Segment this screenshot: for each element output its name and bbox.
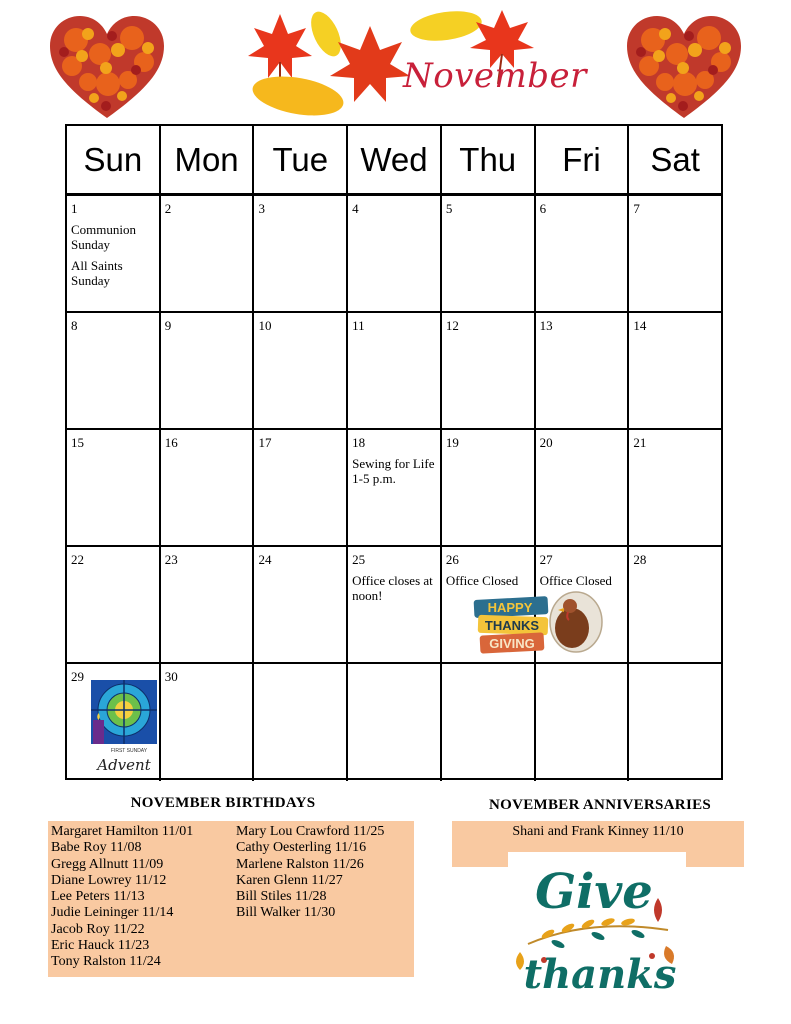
day-number: 8	[71, 318, 78, 333]
day-number: 27	[539, 552, 553, 567]
day-number: 20	[539, 435, 553, 450]
day-number: 25	[352, 552, 366, 567]
day-cell	[348, 430, 442, 545]
day-cell	[629, 664, 721, 781]
weekday-mon: Mon	[161, 126, 255, 193]
week-row	[67, 430, 721, 547]
day-number: 30	[164, 669, 178, 684]
day-cell	[536, 313, 630, 428]
day-cell	[67, 196, 161, 311]
day-number: 12	[445, 318, 459, 333]
day-cell	[254, 196, 348, 311]
week-row	[67, 547, 721, 664]
thanks-text: thanks	[523, 951, 677, 998]
birthday-entry: Eric Hauck 11/23	[51, 938, 150, 954]
day-number: 3	[258, 201, 265, 216]
day-number: 22	[71, 552, 84, 567]
day-number: 26	[445, 552, 459, 567]
give-text: Give	[535, 864, 653, 920]
day-cell	[536, 196, 630, 311]
day-number: 4	[352, 201, 359, 216]
day-event: Office Closed	[445, 573, 519, 588]
turkey-text-giving: GIVING	[489, 636, 535, 651]
day-number: 18	[352, 435, 366, 450]
birthdays-title: NOVEMBER BIRTHDAYS	[130, 795, 316, 811]
birthday-entry: Lee Peters 11/13	[51, 889, 145, 905]
day-cell	[161, 313, 255, 428]
day-cell	[254, 313, 348, 428]
day-event: Communion Sunday	[71, 222, 137, 252]
day-cell	[254, 430, 348, 545]
weekday-wed: Wed	[348, 126, 442, 193]
birthday-entry: Tony Ralston 11/24	[51, 954, 161, 970]
month-title: November	[403, 56, 587, 96]
weekday-fri: Fri	[536, 126, 630, 193]
day-cell	[254, 664, 348, 781]
birthday-entry: Bill Stiles 11/28	[236, 889, 327, 905]
day-number: 7	[633, 201, 640, 216]
day-number: 23	[164, 552, 178, 567]
birthday-entry: Judie Leininger 11/14	[51, 905, 174, 921]
birthday-entry: Mary Lou Crawford 11/25	[236, 824, 385, 839]
day-cell	[161, 547, 255, 662]
birthday-entry: Jacob Roy 11/22	[51, 921, 145, 937]
day-number: 10	[258, 318, 272, 333]
day-cell	[629, 196, 721, 311]
day-event: All Saints Sunday	[71, 258, 123, 288]
birthday-entry: Margaret Hamilton 11/01	[51, 824, 194, 839]
give-thanks-icon	[508, 852, 686, 1000]
day-number: 28	[633, 552, 647, 567]
day-number: 24	[258, 552, 272, 567]
advent-caption-script: Advent	[97, 756, 151, 774]
day-cell	[348, 196, 442, 311]
birthday-entry: Gregg Allnutt 11/09	[51, 856, 164, 872]
day-cell	[442, 196, 536, 311]
day-number: 29	[71, 669, 84, 684]
day-cell	[254, 547, 348, 662]
anniversaries-title: NOVEMBER ANNIVERSARIES	[488, 797, 712, 813]
birthday-entry: Bill Walker 11/30	[236, 905, 336, 921]
day-cell	[348, 313, 442, 428]
day-number: 1	[71, 201, 78, 216]
advent-caption-small: FIRST SUNDAY	[110, 748, 148, 754]
day-number: 15	[71, 435, 84, 450]
birthday-entry: Diane Lowrey 11/12	[51, 872, 167, 888]
leaf-heart-left-icon	[48, 14, 166, 120]
birthdays-column-2	[236, 824, 384, 977]
day-number: 5	[445, 201, 453, 216]
turkey-text-thanks: THANKS	[484, 618, 540, 633]
birthdays-box	[48, 821, 414, 977]
day-cell	[348, 547, 442, 662]
birthday-entry: Cathy Oesterling 11/16	[236, 840, 367, 856]
day-cell	[442, 430, 536, 545]
leaf-heart-right-icon	[625, 14, 743, 120]
birthday-entry: Karen Glenn 11/27	[236, 872, 343, 888]
birthdays-column-1	[51, 824, 236, 977]
weekday-thu: Thu	[442, 126, 536, 193]
day-cell	[161, 664, 255, 781]
day-cell	[67, 313, 161, 428]
day-number: 17	[258, 435, 272, 450]
day-cell	[442, 313, 536, 428]
day-cell	[161, 196, 255, 311]
turkey-text-happy: HAPPY	[487, 600, 533, 615]
day-cell	[161, 430, 255, 545]
birthday-entry: Marlene Ralston 11/26	[236, 856, 364, 872]
day-cell	[442, 664, 536, 781]
week-row	[67, 313, 721, 430]
week-row	[67, 664, 721, 781]
anniversary-item: Shani and Frank Kinney 11/10	[512, 824, 684, 839]
first-sunday-advent-icon	[91, 680, 157, 776]
day-number: 19	[445, 435, 459, 450]
day-number: 6	[539, 201, 547, 216]
happy-thanksgiving-turkey-icon	[472, 588, 604, 660]
day-number: 13	[539, 318, 553, 333]
day-cell	[629, 430, 721, 545]
day-cell	[67, 547, 161, 662]
day-event: Sewing for Life 1-5 p.m.	[352, 456, 435, 486]
day-number: 9	[164, 318, 172, 333]
weekday-tue: Tue	[254, 126, 348, 193]
week-row	[67, 196, 721, 313]
day-number: 14	[633, 318, 647, 333]
day-number: 2	[164, 201, 172, 216]
day-event: Office closes at noon!	[352, 573, 433, 603]
day-cell	[348, 664, 442, 781]
day-cell	[629, 313, 721, 428]
day-cell	[67, 430, 161, 545]
day-cell	[629, 547, 721, 662]
day-number: 16	[164, 435, 178, 450]
calendar-grid	[65, 124, 723, 780]
weekday-sun: Sun	[67, 126, 161, 193]
header	[0, 0, 791, 122]
weekday-sat: Sat	[650, 140, 700, 178]
day-number: 11	[352, 318, 365, 333]
day-number: 21	[633, 435, 647, 450]
weekday-header-row	[67, 126, 721, 196]
day-cell	[536, 430, 630, 545]
day-cell	[536, 664, 630, 781]
birthday-entry: Babe Roy 11/08	[51, 840, 142, 856]
day-event: Office Closed	[539, 573, 612, 588]
